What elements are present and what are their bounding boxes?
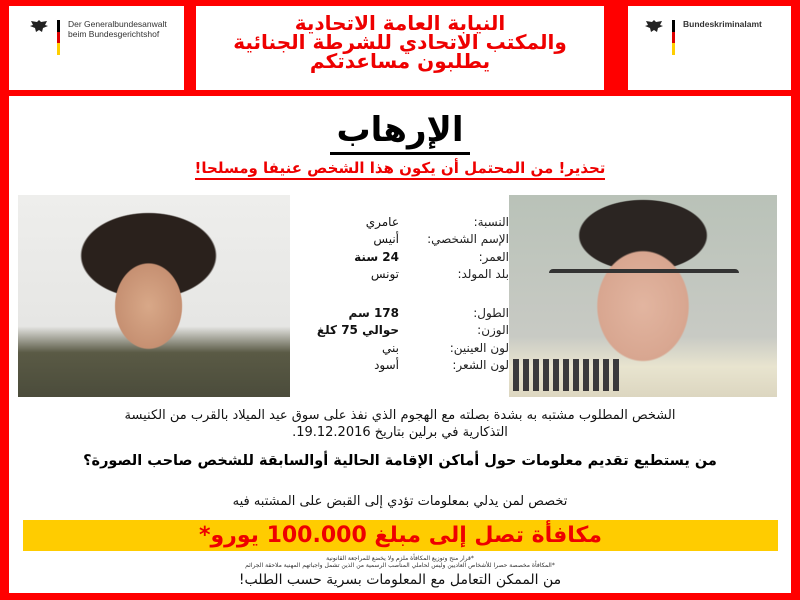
federal-eagle-icon — [644, 19, 664, 33]
detail-row-weight — [291, 322, 509, 340]
detail-row-first-name — [291, 231, 509, 249]
german-flag-stripe — [57, 20, 60, 55]
detail-row-birthplace — [291, 266, 509, 284]
gba-line-2: beim Bundesgerichtshof — [68, 29, 160, 39]
detail-label: النسبة: — [473, 214, 509, 229]
detail-row-height — [291, 304, 509, 322]
suspect-photo-left — [18, 195, 290, 397]
suspect-photo-right — [509, 195, 777, 397]
document-stamp — [513, 359, 623, 391]
detail-label: الإسم الشخصي: — [427, 232, 509, 247]
description-line-1: الشخص المطلوب مشتبه به بشدة بصلته مع الهجوم الذي نفذ على سوق عيد الميلاد بالقرب من الكنيسة — [124, 408, 676, 423]
information-request: من يستطيع تقديم معلومات حول أماكن الإقامة الحالية أوالسابقة للشخص صاحب الصورة؟ — [83, 453, 717, 469]
detail-value: تونس — [370, 267, 399, 282]
detail-label: العمر: — [478, 249, 509, 264]
fine-print-1: *قرار منح وتوزيع المكافأة ملزم ولا يخضع للمراجعة القانونية — [326, 555, 474, 562]
header-left-logo-box — [9, 6, 184, 90]
detail-label: لون العينين: — [449, 340, 509, 355]
header-center-box — [196, 6, 604, 90]
detail-row-hair-color — [291, 357, 509, 375]
confidentiality-note: من الممكن التعامل مع المعلومات بسرية حسب الطلب! — [238, 572, 562, 588]
detail-value: أنيس — [373, 232, 399, 247]
detail-value: عامري — [365, 214, 399, 229]
bka-line-1: Bundeskriminalamt — [683, 19, 762, 29]
warning-label: تحذير! من المحتمل أن يكون هذا الشخص عنيفا ومسلحا! — [195, 159, 606, 180]
fine-print-2: *المكافأة مخصصة حصرا للأشخاص العاديين وليس لحاملي المناصب الرسمية من الذين تشمل واجباتهم المهنية ملاحقة الجرائم — [245, 562, 555, 569]
detail-label: الطول: — [473, 305, 509, 320]
detail-row-eye-color — [291, 339, 509, 357]
detail-label: الوزن: — [477, 323, 509, 338]
detail-value: حوالي 75 كلغ — [316, 323, 399, 338]
detail-row-surname — [291, 213, 509, 231]
header-appeal-text — [196, 6, 604, 71]
header-line-3: يطلبون مساعدتكم — [309, 49, 491, 73]
case-description — [29, 407, 771, 441]
detail-label: بلد المولد: — [457, 267, 509, 282]
warning-text — [9, 159, 791, 177]
detail-value: بني — [382, 340, 399, 355]
suspect-details — [291, 213, 509, 374]
poster-title — [9, 110, 791, 150]
detail-row-age — [291, 248, 509, 266]
gba-logo-text — [68, 19, 167, 39]
detail-label: لون الشعر: — [452, 358, 509, 373]
gba-line-1: Der Generalbundesanwalt — [68, 19, 167, 29]
gba-logo — [29, 16, 167, 55]
glasses-shape — [549, 269, 739, 285]
detail-value: أسود — [374, 358, 399, 373]
header-right-logo-box — [628, 6, 791, 90]
header-line-1: النيابة العامة الاتحادية — [294, 11, 506, 35]
reward-banner: مكافأة تصل إلى مبلغ 100.000 يورو* — [23, 520, 778, 551]
bka-logo — [644, 16, 762, 55]
description-line-2: التذكارية في برلين بتاريخ 19.12.2016. — [292, 425, 508, 440]
detail-value: 24 سنة — [354, 249, 399, 264]
reward-intro: تخصص لمن يدلي بمعلومات تؤدي إلى القبض على المشتبه فيه — [232, 494, 568, 509]
detail-value: 178 سم — [348, 305, 399, 320]
header-line-2: والمكتب الاتحادي للشرطة الجنائية — [233, 30, 567, 54]
poster-body — [9, 96, 791, 593]
german-flag-stripe — [672, 20, 675, 55]
bka-logo-text — [683, 19, 762, 29]
title-text: الإرهاب — [330, 110, 469, 155]
federal-eagle-icon — [29, 19, 49, 33]
